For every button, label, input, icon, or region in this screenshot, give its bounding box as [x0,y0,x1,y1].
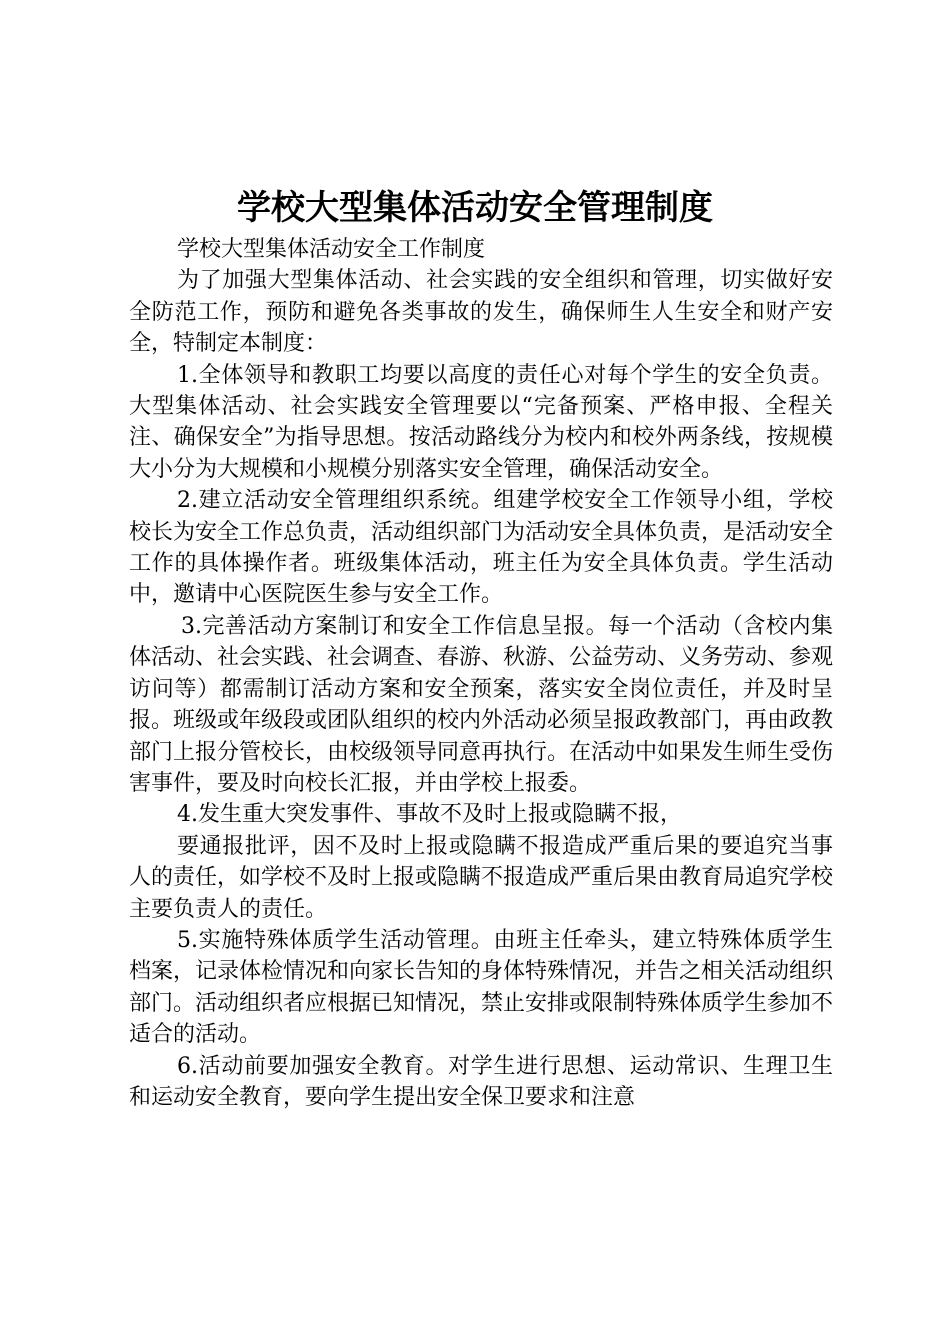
intro-paragraph: 为了加强大型集体活动、社会实践的安全组织和管理，切实做好安全防范工作，预防和避免各类事故的发生，确保师生人生安全和财产安全，特制定本制度： [129,268,833,357]
clause-3-paragraph: 3.完善活动方案制订和安全工作信息呈报。每一个活动（含校内集体活动、社会实践、社会调查、春游、秋游、公益劳动、义务劳动、参观访问等）都需制订活动方案和安全预案，落实安全岗位责任，并及时呈报。班级或年级段或团队组织的校内外活动必须呈报政教部门，再由政教部门上报分管校长，由校级领导同意再执行。在活动中如果发生师生受伤害事件，要及时向校长汇报，并由学校上报委。 [129,613,834,796]
subtitle-paragraph: 学校大型集体活动安全工作制度 [177,237,486,262]
clause-4-paragraph: 4.发生重大突发事件、事故不及时上报或隐瞒不报， [177,802,682,828]
document-title: 学校大型集体活动安全管理制度 [237,188,713,228]
document-body [129,234,833,1113]
clause-6-paragraph: 6.活动前要加强安全教育。对学生进行思想、运动常识、生理卫生和运动安全教育，要向学生提出安全保卫要求和注意 [129,1053,833,1110]
clause-1-paragraph: 1.全体领导和教职工均要以高度的责任心对每个学生的安全负责。大型集体活动、社会实践安全管理要以“完备预案、严格申报、全程关注、确保安全”为指导思想。按活动路线分为校内和校外两条线，按规模大小分为大规模和小规模分别落实安全管理，确保活动安全。 [129,362,833,482]
clause-2-paragraph: 2.建立活动安全管理组织系统。组建学校安全工作领导小组，学校校长为安全工作总负责，活动组织部门为活动安全具体负责，是活动安全工作的具体操作者。班级集体活动，班主任为安全具体负责。学生活动中，邀请中心医院医生参与安全工作。 [129,488,834,608]
clause-5-paragraph: 5.实施特殊体质学生活动管理。由班主任牵头，建立特殊体质学生档案，记录体检情况和向家长告知的身体特殊情况，并告之相关活动组织部门。活动组织者应根据已知情况，禁止安排或限制特殊体质学生参加不适合的活动。 [129,927,834,1048]
clause-4-continuation-paragraph: 要通报批评，因不及时上报或隐瞒不报造成严重后果的要追究当事人的责任，如学校不及时上报或隐瞒不报造成严重后果由教育局追究学校主要负责人的责任。 [129,833,834,922]
